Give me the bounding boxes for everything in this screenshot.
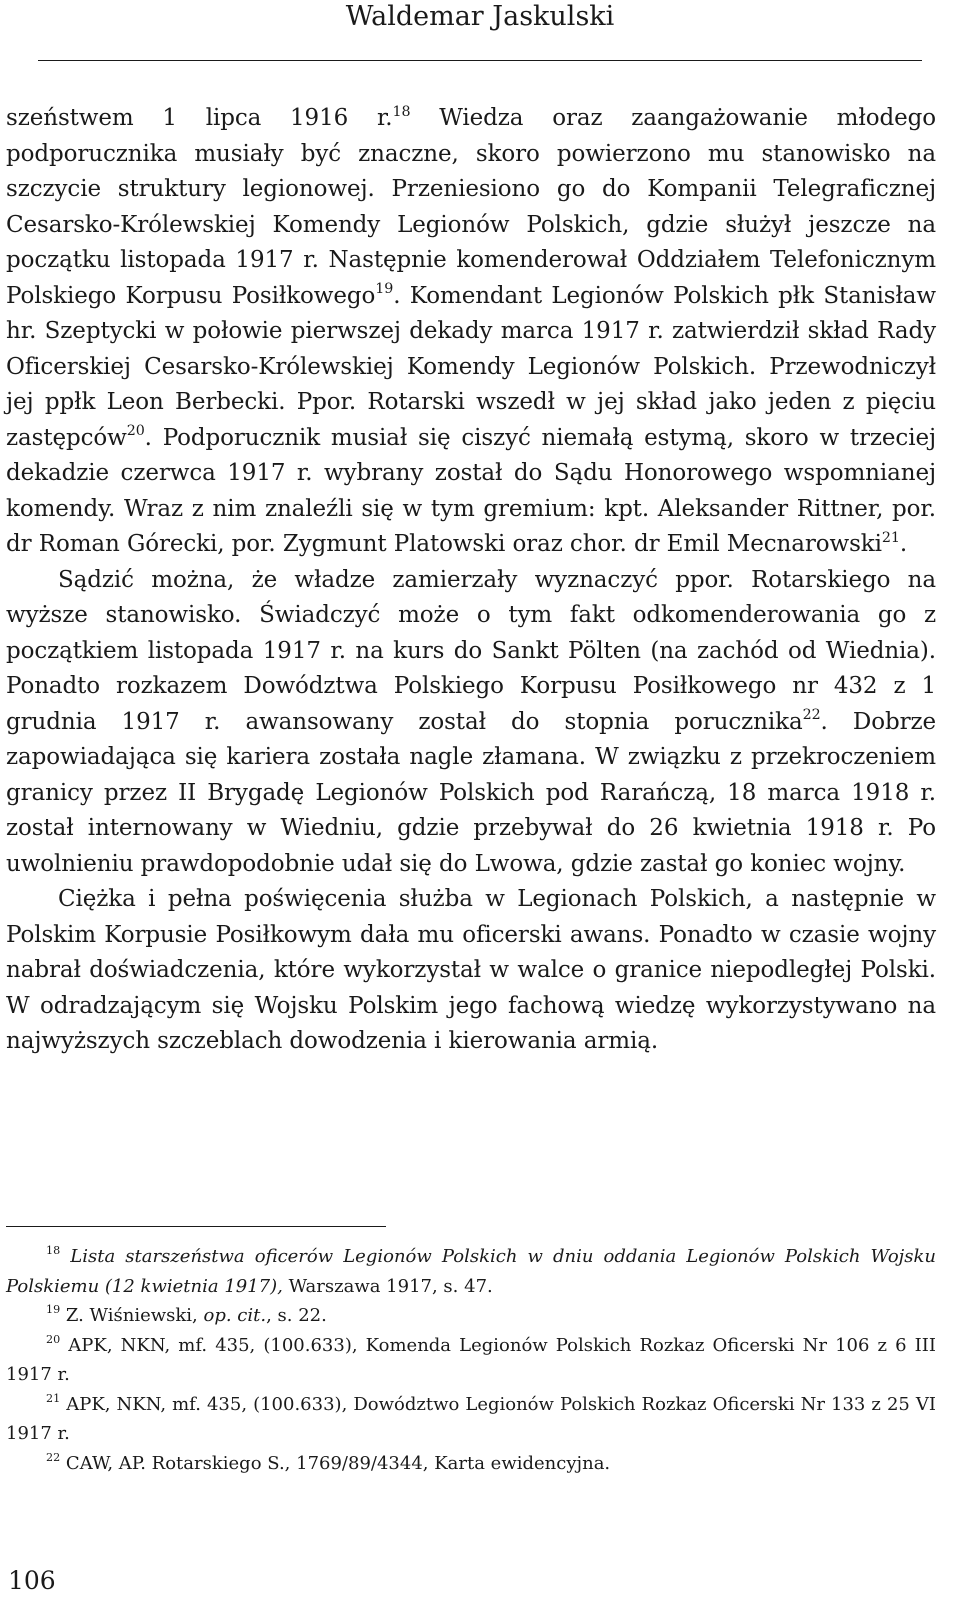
paragraph-text: Sądzić można, że władze zamierzały wyznaczyć ppor. Rotarskiego na wyższe stanowisko. Świadczyć może o tym fakt odkomenderowania go z początkiem listopada 1917 r. na kurs do Sankt Pölten (na zachód od Wiednia). Ponadto rozkazem Dowództwa Polskiego Korpusu Posiłkowego nr 432 z 1 grudnia 1917 r. awansowany został do stopnia porucznika (6, 566, 936, 735)
paragraph-text: Wiedza oraz zaangażowanie młodego podporucznika musiały być znaczne, skoro powierzono mu stanowisko na szczycie struktury legionowej. Przeniesiono go do Kompanii Telegraficznej Cesarsko-Królewskiej Komendy Legionów Polskich, gdzie służył jeszcze na początku listopada 1917 r. Następnie komenderował Oddziałem Telefonicznym Polskiego Korpusu Posiłkowego (6, 105, 937, 309)
footnote-18 (6, 1242, 936, 1301)
header-divider (38, 60, 922, 61)
footnote-text: CAW, AP. Rotarskiego S., 1769/89/4344, Karta ewidencyjna. (60, 1452, 611, 1474)
footnote-ref-19[interactable]: 19 (375, 281, 394, 298)
footnote-19 (6, 1301, 936, 1331)
paragraph-1 (6, 101, 936, 563)
footnote-title: Lista starszeństwa oficerów Legionów Polskich w dniu oddania Legionów Polskich Wojsku Polskiemu (12 kwietnia 1917), (6, 1246, 936, 1297)
footnote-number: 22 (46, 1450, 61, 1464)
running-header: Waldemar Jaskulski (345, 1, 615, 32)
footnote-ref-20[interactable]: 20 (126, 423, 145, 440)
footnote-text: APK, NKN, mf. 435, (100.633), Dowództwo Legionów Polskich Rozkaz Oficerski Nr 133 z 25 VI 1917 r. (6, 1393, 936, 1444)
footnote-number: 18 (46, 1244, 61, 1258)
footnote-text: APK, NKN, mf. 435, (100.633), Komenda Legionów Polskich Rozkaz Oficerski Nr 106 z 6 III 1917 r. (6, 1334, 936, 1385)
footnote-21 (6, 1390, 936, 1449)
paragraph-text: . (899, 531, 908, 557)
paragraph-text: Ciężka i pełna poświęcenia służba w Legionach Polskich, a następnie w Polskim Korpusie Posiłkowym dała mu oficerski awans. Ponadto w czasie wojny nabrał doświadczenia, które wykorzystał w walce o granice niepodległej Polski. W odradzającym się Wojsku Polskim jego fachową wiedzę wykorzystywano na najwyższych szczeblach dowodzenia i kierowania armią. (6, 886, 936, 1054)
footnote-number: 20 (46, 1332, 61, 1346)
paragraph-text: . Dobrze zapowiadająca się kariera została nagle złamana. W związku z przekroczeniem granicy przez II Brygadę Legionów Polskich pod Rarańczą, 18 marca 1918 r. został internowany w Wiedniu, gdzie przebywał do 26 kwietnia 1918 r. Po uwolnieniu prawdopodobnie udał się do Lwowa, gdzie zastał go koniec wojny. (6, 708, 936, 877)
footnote-number: 19 (46, 1303, 61, 1317)
footnote-text: , s. 22. (266, 1305, 327, 1326)
footnotes (6, 1242, 936, 1478)
page-number: 106 (8, 1566, 56, 1595)
paragraph-text: szeństwem 1 lipca 1916 r. (6, 105, 393, 131)
main-text (6, 101, 936, 1060)
paragraph-text: . Podporucznik musiał się ciszyć niemałą estymą, skoro w trzeciej dekadzie czerwca 1917 r. wybrany został do Sądu Honorowego wspomnianej komendy. Wraz z nim znaleźli się w tym gremium: kpt. Aleksander Rittner, por. dr Roman Górecki, por. Zygmunt Platowski oraz chor. dr Emil Mecnarowski (6, 424, 936, 557)
footnote-20 (6, 1331, 936, 1390)
footnote-italic: op. cit. (203, 1305, 267, 1326)
paragraph-3 (6, 882, 936, 1060)
paragraph-2 (6, 563, 936, 883)
footnote-text: Warszawa 1917, s. 47. (282, 1275, 493, 1297)
footnote-ref-21[interactable]: 21 (881, 529, 900, 546)
paragraph-text: . Komendant Legionów Polskich płk Stanisław hr. Szeptycki w połowie pierwszej dekady marca 1917 r. zatwierdził skład Rady Oficerskiej Cesarsko-Królewskiej Komendy Legionów Polskich. Przewodniczył jej ppłk Leon Berbecki. Ppor. Rotarski wszedł w jej skład jako jeden z pięciu zastępców (6, 282, 936, 451)
footnote-ref-22[interactable]: 22 (802, 707, 821, 724)
footnote-text: Z. Wiśniewski, (60, 1305, 204, 1326)
footnote-ref-18[interactable]: 18 (392, 103, 411, 120)
footnote-divider (6, 1226, 386, 1227)
footnote-22 (6, 1449, 936, 1479)
footnote-number: 21 (46, 1391, 61, 1405)
